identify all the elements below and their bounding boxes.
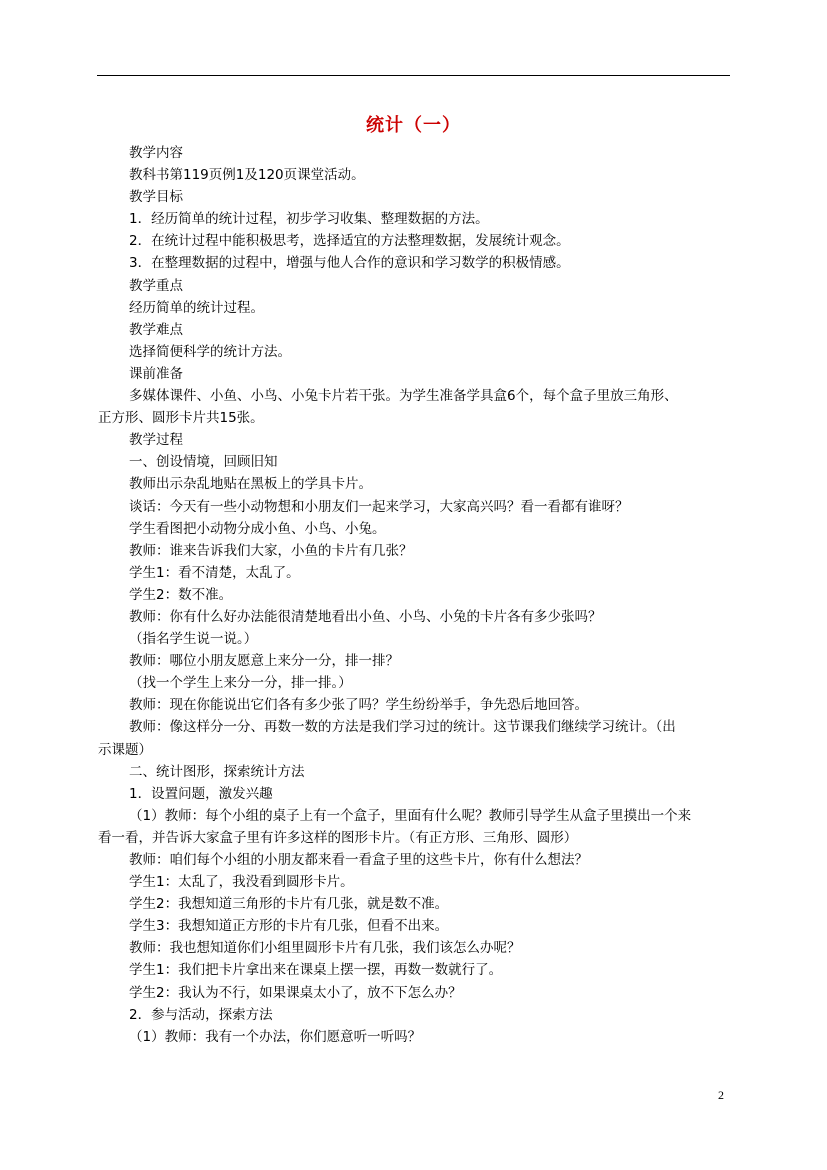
body-line: 学生1：太乱了，我没看到圆形卡片。 — [129, 874, 354, 891]
body-line: 教师：像这样分一分、再数一数的方法是我们学习过的统计。这节课我们继续学习统计。（出 — [129, 719, 676, 736]
body-line: 一、创设情境，回顾旧知 — [129, 454, 278, 471]
body-line: 教师：咱们每个小组的小朋友都来看一看盒子里的这些卡片，你有什么想法？ — [129, 852, 588, 868]
body-line: 2．在统计过程中能积极思考，选择适宜的方法整理数据，发展统计观念。 — [129, 233, 570, 250]
body-line: 谈话：今天有一些小动物想和小朋友们一起来学习，大家高兴吗？看一看都有谁呀？ — [129, 498, 629, 515]
body-line: 教学过程 — [129, 432, 183, 449]
body-line: 示课题） — [98, 741, 152, 758]
body-line: 看一看，并告诉大家盒子里有许多这样的图形卡片。（有正方形、三角形、圆形） — [98, 829, 578, 846]
body-line: 学生看图把小动物分成小鱼、小鸟、小兔。 — [129, 520, 386, 537]
body-line: 教学难点 — [129, 321, 183, 338]
body-line: 多媒体课件、小鱼、小鸟、小兔卡片若干张。为学生准备学具盒6个，每个盒子里放三角形、 — [129, 388, 678, 405]
body-line: 学生2：我想知道三角形的卡片有几张，就是数不准。 — [129, 896, 449, 913]
body-line: 课前准备 — [129, 365, 183, 382]
body-line: 教师：你有什么好办法能很清楚地看出小鱼、小鸟、小兔的卡片各有多少张吗？ — [129, 608, 602, 625]
body-line: 学生3：我想知道正方形的卡片有几张，但看不出来。 — [129, 918, 449, 935]
body-line: （1）教师：每个小组的桌子上有一个盒子，里面有什么呢？教师引导学生从盒子里摸出一个来 — [129, 807, 692, 824]
page-number: 2 — [718, 1088, 724, 1102]
body-line: 教学重点 — [129, 277, 183, 294]
body-line: 1．设置问题，激发兴趣 — [129, 785, 273, 802]
body-line: （指名学生说一说。） — [129, 631, 258, 648]
body-line: 教师：现在你能说出它们各有多少张了吗？学生纷纷举手，争先恐后地回答。 — [129, 697, 588, 714]
header-rule — [97, 75, 730, 76]
body-line: 教学内容 — [129, 145, 183, 161]
body-line: 学生1：我们把卡片拿出来在课桌上摆一摆，再数一数就行了。 — [129, 962, 503, 979]
body-line: 经历简单的统计过程。 — [129, 299, 264, 316]
document-title: 统计（一） — [366, 115, 461, 136]
body-line: 学生1：看不清楚，太乱了。 — [129, 564, 300, 581]
body-line: （找一个学生上来分一分，排一排。） — [129, 675, 352, 692]
body-line: （1）教师：我有一个办法，你们愿意听一听吗？ — [129, 1028, 422, 1045]
body-line: 教师：哪位小朋友愿意上来分一分，排一排？ — [129, 653, 399, 670]
body-line: 教学目标 — [129, 189, 183, 206]
body-line: 1．经历简单的统计过程，初步学习收集、整理数据的方法。 — [129, 211, 489, 228]
body-line: 教科书第119页例1及120页课堂活动。 — [129, 167, 365, 184]
body-line: 2．参与活动，探索方法 — [129, 1006, 273, 1023]
body-line: 3．在整理数据的过程中，增强与他人合作的意识和学习数学的积极情感。 — [129, 255, 570, 272]
body-line: 二、统计图形，探索统计方法 — [129, 763, 305, 780]
document-body — [98, 142, 730, 1048]
body-line: 教师：我也想知道你们小组里圆形卡片有几张，我们该怎么办呢？ — [129, 940, 521, 957]
body-line: 教师：谁来告诉我们大家，小鱼的卡片有几张？ — [129, 542, 413, 559]
body-line: 学生2：数不准。 — [129, 586, 233, 603]
body-line: 正方形、圆形卡片共15张。 — [98, 410, 264, 427]
body-line: 学生2：我认为不行，如果课桌太小了，放不下怎么办？ — [129, 984, 462, 1001]
body-line: 教师出示杂乱地贴在黑板上的学具卡片。 — [129, 476, 372, 493]
body-line: 选择简便科学的统计方法。 — [129, 343, 291, 360]
